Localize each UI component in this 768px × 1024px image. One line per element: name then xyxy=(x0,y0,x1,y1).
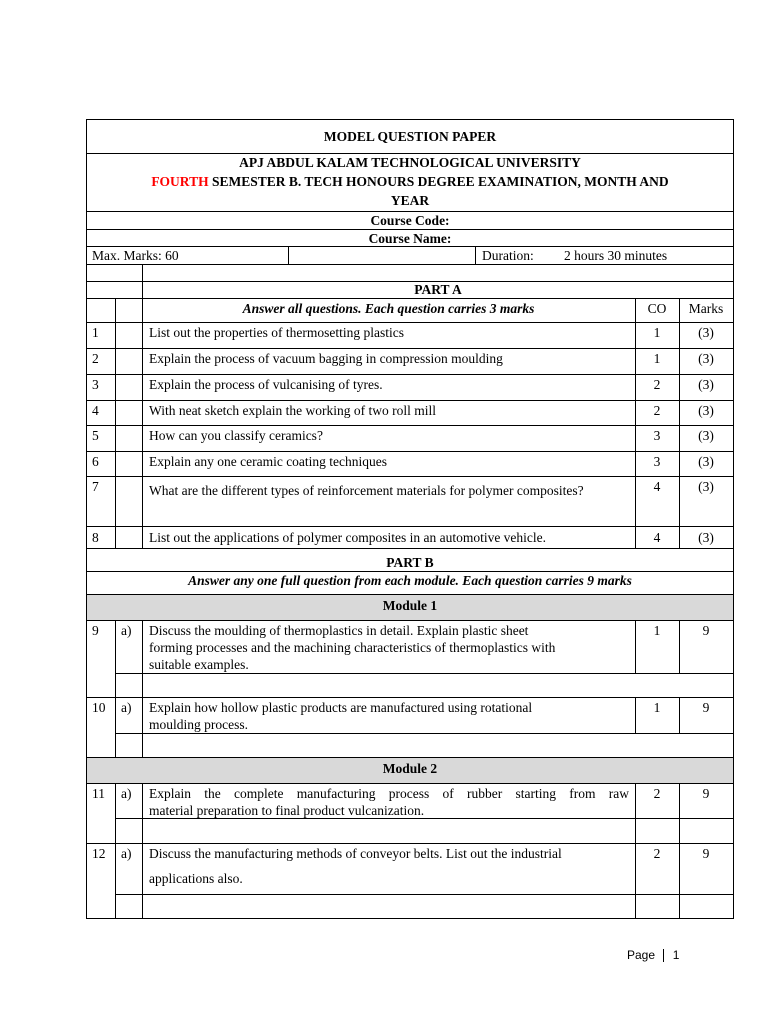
question-text: With neat sketch explain the working of two roll mill xyxy=(149,403,437,418)
question-co: 2 xyxy=(653,377,661,392)
course-code-label: Course Code: xyxy=(370,213,450,228)
question-co: 4 xyxy=(653,530,661,545)
question-marks: (3) xyxy=(698,377,714,392)
question-co: 1 xyxy=(653,623,661,638)
module-title: Module 1 xyxy=(382,598,438,613)
question-sub: a) xyxy=(121,623,132,638)
question-marks: (3) xyxy=(698,530,714,545)
question-line: suitable examples. xyxy=(149,657,249,672)
question-line: Discuss the moulding of thermoplastics in detail. Explain plastic sheet xyxy=(149,623,529,638)
question-co: 2 xyxy=(653,403,661,418)
paper-title: MODEL QUESTION PAPER xyxy=(323,129,497,144)
question-text: List out the properties of thermosetting plastics xyxy=(149,325,404,340)
question-line: Explain the complete manufacturing process of rubber starting from raw xyxy=(149,786,629,801)
max-marks: Max. Marks: 60 xyxy=(92,248,179,263)
question-marks: 9 xyxy=(702,623,710,638)
question-marks: (3) xyxy=(698,428,714,443)
question-co: 4 xyxy=(653,479,661,494)
question-text: What are the different types of reinforcement materials for polymer composites? xyxy=(149,483,584,498)
semester-highlight: FOURTH xyxy=(151,174,209,189)
question-number: 10 xyxy=(92,700,106,715)
question-co: 1 xyxy=(653,325,661,340)
question-co: 2 xyxy=(653,786,661,801)
question-co: 3 xyxy=(653,454,661,469)
question-text: Explain the process of vacuum bagging in compression moulding xyxy=(149,351,503,366)
question-number: 11 xyxy=(92,786,105,801)
question-number: 5 xyxy=(92,428,99,443)
question-marks: 9 xyxy=(702,700,710,715)
question-co: 1 xyxy=(653,351,661,366)
question-text: Explain the process of vulcanising of tyres. xyxy=(149,377,383,392)
question-text: How can you classify ceramics? xyxy=(149,428,323,443)
question-marks: 9 xyxy=(702,846,710,861)
exam-line-rest: SEMESTER B. TECH HONOURS DEGREE EXAMINATION, MONTH AND xyxy=(208,174,669,189)
university-name: APJ ABDUL KALAM TECHNOLOGICAL UNIVERSITY xyxy=(239,155,581,170)
question-marks: 9 xyxy=(702,786,710,801)
question-number: 3 xyxy=(92,377,99,392)
question-marks: (3) xyxy=(698,454,714,469)
question-marks: (3) xyxy=(698,403,714,418)
question-number: 8 xyxy=(92,530,99,545)
co-header: CO xyxy=(647,301,667,316)
part-a-instruction: Answer all questions. Each question carries 3 marks xyxy=(242,301,535,316)
part-b-title: PART B xyxy=(386,555,434,570)
question-number: 6 xyxy=(92,454,99,469)
question-number: 12 xyxy=(92,846,106,861)
question-marks: (3) xyxy=(698,325,714,340)
question-marks: (3) xyxy=(698,351,714,366)
exam-line-2: YEAR xyxy=(390,193,430,208)
question-sub: a) xyxy=(121,786,132,801)
question-text: List out the applications of polymer composites in an automotive vehicle. xyxy=(149,530,547,545)
question-sub: a) xyxy=(121,846,132,861)
question-number: 7 xyxy=(92,479,99,494)
question-co: 2 xyxy=(653,846,661,861)
page-divider xyxy=(663,949,664,962)
page-number: 1 xyxy=(672,948,680,962)
question-co: 3 xyxy=(653,428,661,443)
exam-line-1 xyxy=(86,173,734,190)
question-number: 1 xyxy=(92,325,99,340)
question-marks: (3) xyxy=(698,479,714,494)
question-line: material preparation to final product vulcanization. xyxy=(149,803,425,818)
question-co: 1 xyxy=(653,700,661,715)
course-name-label: Course Name: xyxy=(368,231,452,246)
table-top-border xyxy=(86,119,734,120)
page-label: Page xyxy=(627,948,656,962)
question-line: Discuss the manufacturing methods of conveyor belts. List out the industrial xyxy=(149,846,562,861)
duration-value: 2 hours 30 minutes xyxy=(564,248,668,263)
question-text: Explain any one ceramic coating techniques xyxy=(149,454,388,469)
marks-header: Marks xyxy=(688,301,724,316)
question-number: 9 xyxy=(92,623,99,638)
question-line: Explain how hollow plastic products are manufactured using rotational xyxy=(149,700,533,715)
question-number: 2 xyxy=(92,351,99,366)
part-b-instruction: Answer any one full question from each module. Each question carries 9 marks xyxy=(188,573,632,588)
part-a-title: PART A xyxy=(414,282,462,297)
question-line: forming processes and the machining characteristics of thermoplastics with xyxy=(149,640,556,655)
duration-label: Duration: xyxy=(482,248,534,263)
module-title: Module 2 xyxy=(382,761,438,776)
question-line: applications also. xyxy=(149,871,243,886)
page-footer xyxy=(627,948,679,962)
question-line: moulding process. xyxy=(149,717,248,732)
question-number: 4 xyxy=(92,403,99,418)
question-sub: a) xyxy=(121,700,132,715)
